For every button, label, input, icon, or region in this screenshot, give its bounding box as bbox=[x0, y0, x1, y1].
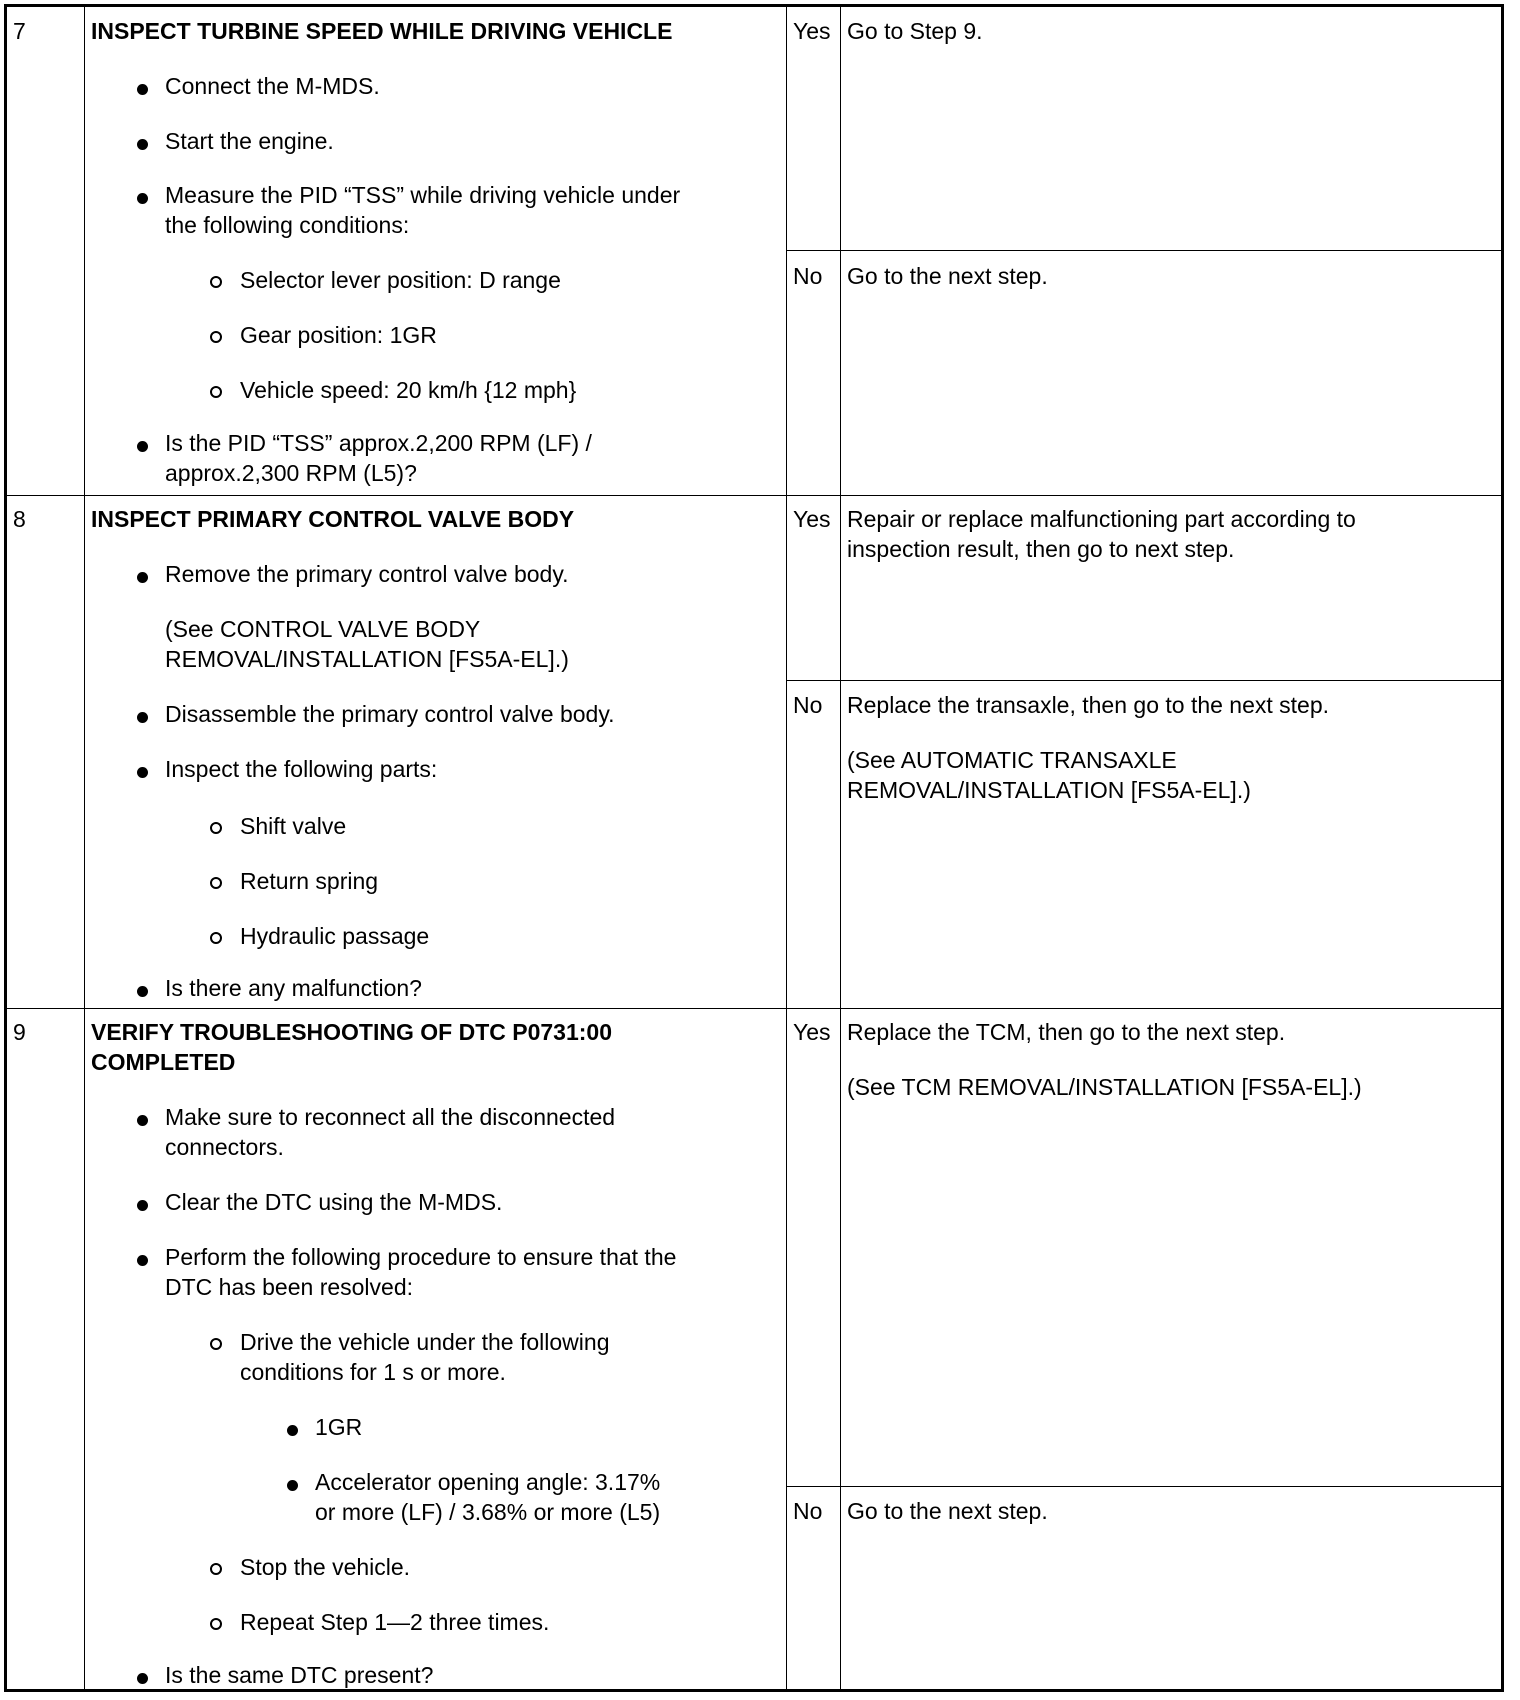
yes-label: Yes bbox=[793, 1019, 831, 1045]
bullet-icon bbox=[137, 193, 148, 204]
row-divider bbox=[7, 1008, 1501, 1009]
bullet-icon bbox=[137, 1200, 148, 1211]
sub-item: Selector lever position: D range bbox=[240, 267, 561, 293]
step-item: Make sure to reconnect all the disconnected bbox=[165, 1104, 616, 1130]
row-divider bbox=[7, 495, 1501, 496]
step-item-cont: approx.2,300 RPM (L5)? bbox=[165, 460, 417, 486]
step-item: Remove the primary control valve body. bbox=[165, 561, 569, 587]
bullet-icon bbox=[287, 1425, 298, 1436]
bullet-icon bbox=[287, 1480, 298, 1491]
bullet-icon bbox=[137, 84, 148, 95]
yes-label: Yes bbox=[793, 506, 831, 532]
step-item: Inspect the following parts: bbox=[165, 756, 438, 782]
sub-sub-item-cont: or more (LF) / 3.68% or more (L5) bbox=[315, 1499, 661, 1525]
column-divider bbox=[840, 7, 841, 1689]
sub-item: Repeat Step 1—2 three times. bbox=[240, 1609, 550, 1635]
step-item: Clear the DTC using the M-MDS. bbox=[165, 1189, 503, 1215]
no-action: (See AUTOMATIC TRANSAXLE bbox=[847, 747, 1177, 773]
step-item: Perform the following procedure to ensure that the bbox=[165, 1244, 677, 1270]
troubleshooting-table bbox=[4, 4, 1504, 1692]
step-item: Connect the M-MDS. bbox=[165, 73, 380, 99]
step-title: INSPECT PRIMARY CONTROL VALVE BODY bbox=[91, 506, 575, 532]
sub-bullet-icon bbox=[210, 1618, 222, 1630]
sub-bullet-icon bbox=[210, 932, 222, 944]
no-label: No bbox=[793, 263, 823, 289]
bullet-icon bbox=[137, 986, 148, 997]
yes-no-divider bbox=[786, 680, 1501, 681]
bullet-icon bbox=[137, 1115, 148, 1126]
step-item: Start the engine. bbox=[165, 128, 334, 154]
sub-sub-item: Accelerator opening angle: 3.17% bbox=[315, 1469, 661, 1495]
sub-item: Vehicle speed: 20 km/h {12 mph} bbox=[240, 377, 577, 403]
step-item: Is there any malfunction? bbox=[165, 975, 422, 1001]
step-title: VERIFY TROUBLESHOOTING OF DTC P0731:00 bbox=[91, 1019, 613, 1045]
yes-action: Repair or replace malfunctioning part according to bbox=[847, 506, 1356, 532]
step-item-cont: the following conditions: bbox=[165, 212, 410, 238]
yes-label: Yes bbox=[793, 18, 831, 44]
sub-item: Gear position: 1GR bbox=[240, 322, 437, 348]
step-number: 8 bbox=[13, 506, 26, 532]
no-label: No bbox=[793, 1498, 823, 1524]
yes-action: Go to Step 9. bbox=[847, 18, 983, 44]
column-divider bbox=[786, 7, 787, 1689]
sub-sub-item: 1GR bbox=[315, 1414, 363, 1440]
step-item: Disassemble the primary control valve body. bbox=[165, 701, 615, 727]
sub-bullet-icon bbox=[210, 331, 222, 343]
no-action: Replace the transaxle, then go to the next step. bbox=[847, 692, 1330, 718]
sub-bullet-icon bbox=[210, 877, 222, 889]
step-number: 9 bbox=[13, 1019, 26, 1045]
step-number: 7 bbox=[13, 18, 26, 44]
bullet-icon bbox=[137, 1673, 148, 1684]
sub-item: Shift valve bbox=[240, 813, 347, 839]
bullet-icon bbox=[137, 139, 148, 150]
sub-item: Stop the vehicle. bbox=[240, 1554, 411, 1580]
sub-bullet-icon bbox=[210, 1338, 222, 1350]
sub-item-cont: conditions for 1 s or more. bbox=[240, 1359, 506, 1385]
step-item-cont: DTC has been resolved: bbox=[165, 1274, 414, 1300]
step-item-note: REMOVAL/INSTALLATION [FS5A-EL].) bbox=[165, 646, 569, 672]
yes-action: (See TCM REMOVAL/INSTALLATION [FS5A-EL].) bbox=[847, 1074, 1362, 1100]
sub-item: Hydraulic passage bbox=[240, 923, 430, 949]
bullet-icon bbox=[137, 767, 148, 778]
sub-bullet-icon bbox=[210, 386, 222, 398]
no-action: Go to the next step. bbox=[847, 263, 1048, 289]
yes-no-divider bbox=[786, 250, 1501, 251]
column-divider bbox=[84, 7, 85, 1689]
step-item: Is the PID “TSS” approx.2,200 RPM (LF) / bbox=[165, 430, 592, 456]
step-title: INSPECT TURBINE SPEED WHILE DRIVING VEHICLE bbox=[91, 18, 673, 44]
bullet-icon bbox=[137, 1255, 148, 1266]
step-title-cont: COMPLETED bbox=[91, 1049, 236, 1075]
no-action: REMOVAL/INSTALLATION [FS5A-EL].) bbox=[847, 777, 1251, 803]
step-item-cont: connectors. bbox=[165, 1134, 284, 1160]
no-action: Go to the next step. bbox=[847, 1498, 1048, 1524]
yes-no-divider bbox=[786, 1486, 1501, 1487]
sub-item: Drive the vehicle under the following bbox=[240, 1329, 610, 1355]
sub-item: Return spring bbox=[240, 868, 379, 894]
yes-action: inspection result, then go to next step. bbox=[847, 536, 1235, 562]
sub-bullet-icon bbox=[210, 822, 222, 834]
step-item-note: (See CONTROL VALVE BODY bbox=[165, 616, 481, 642]
sub-bullet-icon bbox=[210, 1563, 222, 1575]
bullet-icon bbox=[137, 572, 148, 583]
step-item: Is the same DTC present? bbox=[165, 1662, 434, 1688]
step-item: Measure the PID “TSS” while driving vehicle under bbox=[165, 182, 681, 208]
bullet-icon bbox=[137, 712, 148, 723]
no-label: No bbox=[793, 692, 823, 718]
bullet-icon bbox=[137, 441, 148, 452]
yes-action: Replace the TCM, then go to the next step. bbox=[847, 1019, 1286, 1045]
sub-bullet-icon bbox=[210, 276, 222, 288]
